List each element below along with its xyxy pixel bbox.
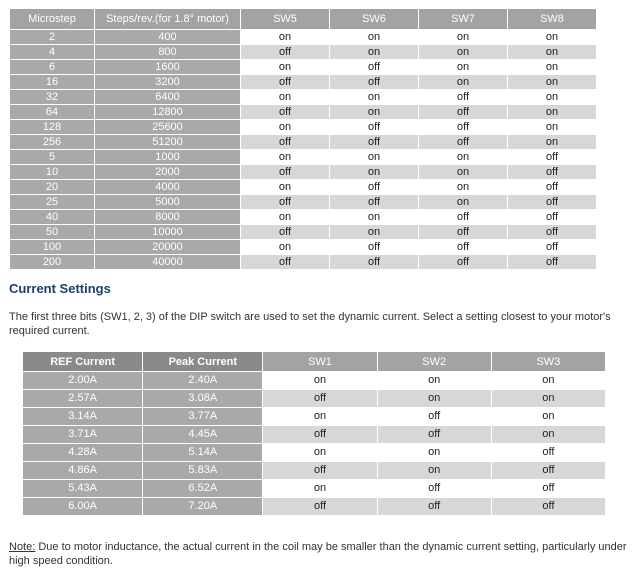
- sw6-cell: off: [330, 60, 418, 74]
- microstep-table-row: [10, 135, 596, 149]
- steps-per-rev-cell: 5000: [95, 195, 240, 209]
- current-table-row: [23, 498, 605, 515]
- sw5-cell: off: [241, 195, 329, 209]
- microstep-cell: 50: [10, 225, 94, 239]
- sw7-cell: on: [419, 150, 507, 164]
- sw7-cell: on: [419, 45, 507, 59]
- microstep-table-header: [10, 9, 596, 29]
- sw6-cell: on: [330, 165, 418, 179]
- peak-current-cell: 3.77A: [143, 408, 262, 425]
- note-text: Due to motor inductance, the actual current in the coil may be smaller than the dynamic current setting, particularly under high speed condition.: [9, 541, 627, 567]
- steps-per-rev-column-header: Steps/rev.(for 1.8° motor): [95, 9, 240, 29]
- microstep-table-row: [10, 195, 596, 209]
- current-table-row: [23, 462, 605, 479]
- sw7-cell: off: [419, 105, 507, 119]
- sw6-cell: off: [330, 75, 418, 89]
- sw1-cell: off: [263, 498, 376, 515]
- peak-current-cell: 7.20A: [143, 498, 262, 515]
- microstep-table-row: [10, 105, 596, 119]
- microstep-table-row: [10, 255, 596, 269]
- microstep-table-row: [10, 210, 596, 224]
- sw5-cell: on: [241, 210, 329, 224]
- microstep-cell: 20: [10, 180, 94, 194]
- microstep-cell: 100: [10, 240, 94, 254]
- sw7-cell: off: [419, 120, 507, 134]
- microstep-cell: 16: [10, 75, 94, 89]
- steps-per-rev-cell: 8000: [95, 210, 240, 224]
- current-settings-heading: Current Settings: [9, 281, 111, 296]
- sw7-cell: on: [419, 60, 507, 74]
- ref-current-cell: 3.14A: [23, 408, 142, 425]
- note: [9, 540, 627, 568]
- sw8-cell: off: [508, 210, 596, 224]
- steps-per-rev-cell: 40000: [95, 255, 240, 269]
- steps-per-rev-cell: 800: [95, 45, 240, 59]
- microstep-table-row: [10, 30, 596, 44]
- sw1-cell: on: [263, 372, 376, 389]
- sw6-cell: on: [330, 90, 418, 104]
- sw6-cell: on: [330, 210, 418, 224]
- microstep-table-row: [10, 60, 596, 74]
- sw2-cell: on: [378, 444, 491, 461]
- ref-current-cell: 2.57A: [23, 390, 142, 407]
- current-table-row: [23, 480, 605, 497]
- sw8-cell: on: [508, 90, 596, 104]
- sw7-cell: on: [419, 75, 507, 89]
- sw7-cell: on: [419, 195, 507, 209]
- sw6-column-header: SW6: [330, 9, 418, 29]
- microstep-cell: 200: [10, 255, 94, 269]
- sw5-cell: off: [241, 45, 329, 59]
- sw5-cell: on: [241, 90, 329, 104]
- current-table-row: [23, 372, 605, 389]
- sw5-cell: on: [241, 120, 329, 134]
- sw1-cell: on: [263, 480, 376, 497]
- sw6-cell: off: [330, 120, 418, 134]
- microstep-table-row: [10, 150, 596, 164]
- sw2-cell: off: [378, 480, 491, 497]
- microstep-cell: 64: [10, 105, 94, 119]
- sw3-cell: off: [492, 480, 605, 497]
- steps-per-rev-cell: 12800: [95, 105, 240, 119]
- microstep-cell: 128: [10, 120, 94, 134]
- current-table-row: [23, 390, 605, 407]
- sw1-cell: on: [263, 408, 376, 425]
- sw8-cell: on: [508, 60, 596, 74]
- sw5-cell: off: [241, 135, 329, 149]
- steps-per-rev-cell: 25600: [95, 120, 240, 134]
- sw5-cell: on: [241, 30, 329, 44]
- sw6-cell: off: [330, 180, 418, 194]
- microstep-table-row: [10, 180, 596, 194]
- sw5-cell: on: [241, 150, 329, 164]
- sw6-cell: off: [330, 255, 418, 269]
- current-table-body: [23, 372, 605, 515]
- sw8-cell: off: [508, 225, 596, 239]
- sw2-cell: on: [378, 372, 491, 389]
- microstep-cell: 25: [10, 195, 94, 209]
- current-table-header: [23, 352, 605, 371]
- current-table-row: [23, 408, 605, 425]
- sw2-column-header: SW2: [378, 352, 491, 371]
- sw7-cell: on: [419, 180, 507, 194]
- sw5-cell: off: [241, 75, 329, 89]
- microstep-table: [9, 8, 597, 270]
- sw7-column-header: SW7: [419, 9, 507, 29]
- sw2-cell: off: [378, 426, 491, 443]
- sw3-column-header: SW3: [492, 352, 605, 371]
- sw5-cell: on: [241, 180, 329, 194]
- peak-current-cell: 4.45A: [143, 426, 262, 443]
- sw3-cell: on: [492, 426, 605, 443]
- sw3-cell: off: [492, 444, 605, 461]
- sw5-column-header: SW5: [241, 9, 329, 29]
- note-label: Note:: [9, 541, 36, 553]
- sw8-cell: off: [508, 150, 596, 164]
- sw8-cell: on: [508, 30, 596, 44]
- steps-per-rev-cell: 1000: [95, 150, 240, 164]
- sw8-cell: off: [508, 180, 596, 194]
- sw8-cell: on: [508, 135, 596, 149]
- microstep-cell: 32: [10, 90, 94, 104]
- steps-per-rev-cell: 4000: [95, 180, 240, 194]
- peak-current-cell: 5.83A: [143, 462, 262, 479]
- sw8-cell: on: [508, 120, 596, 134]
- microstep-table-row: [10, 240, 596, 254]
- sw7-cell: off: [419, 135, 507, 149]
- sw2-cell: on: [378, 462, 491, 479]
- sw6-cell: on: [330, 105, 418, 119]
- microstep-cell: 256: [10, 135, 94, 149]
- sw6-cell: on: [330, 225, 418, 239]
- sw6-cell: off: [330, 195, 418, 209]
- current-settings-description: The first three bits (SW1, 2, 3) of the DIP switch are used to set the dynamic current. Select a setting closest to your motor's required current.: [9, 311, 611, 337]
- microstep-table-row: [10, 75, 596, 89]
- microstep-cell: 2: [10, 30, 94, 44]
- current-table-row: [23, 444, 605, 461]
- microstep-header-row: [10, 9, 596, 29]
- sw8-cell: on: [508, 75, 596, 89]
- steps-per-rev-cell: 3200: [95, 75, 240, 89]
- sw7-cell: off: [419, 225, 507, 239]
- sw7-cell: off: [419, 240, 507, 254]
- sw6-cell: on: [330, 45, 418, 59]
- sw6-cell: on: [330, 150, 418, 164]
- steps-per-rev-cell: 51200: [95, 135, 240, 149]
- sw6-cell: off: [330, 135, 418, 149]
- microstep-table-row: [10, 120, 596, 134]
- microstep-cell: 40: [10, 210, 94, 224]
- sw1-cell: off: [263, 462, 376, 479]
- peak-current-cell: 6.52A: [143, 480, 262, 497]
- sw5-cell: off: [241, 225, 329, 239]
- microstep-cell: 5: [10, 150, 94, 164]
- sw8-cell: off: [508, 165, 596, 179]
- sw2-cell: on: [378, 390, 491, 407]
- sw5-cell: off: [241, 105, 329, 119]
- sw3-cell: off: [492, 498, 605, 515]
- peak-current-cell: 3.08A: [143, 390, 262, 407]
- sw8-cell: on: [508, 105, 596, 119]
- current-table: [22, 351, 606, 516]
- sw1-cell: off: [263, 426, 376, 443]
- sw5-cell: off: [241, 165, 329, 179]
- sw1-cell: off: [263, 390, 376, 407]
- microstep-table-row: [10, 90, 596, 104]
- peak-current-cell: 5.14A: [143, 444, 262, 461]
- sw7-cell: off: [419, 255, 507, 269]
- current-header-row: [23, 352, 605, 371]
- sw1-column-header: SW1: [263, 352, 376, 371]
- sw7-cell: on: [419, 30, 507, 44]
- sw3-cell: off: [492, 462, 605, 479]
- steps-per-rev-cell: 400: [95, 30, 240, 44]
- steps-per-rev-cell: 2000: [95, 165, 240, 179]
- peak-current-column-header: Peak Current: [143, 352, 262, 371]
- sw8-cell: off: [508, 255, 596, 269]
- steps-per-rev-cell: 1600: [95, 60, 240, 74]
- sw8-cell: on: [508, 45, 596, 59]
- sw5-cell: off: [241, 255, 329, 269]
- ref-current-cell: 2.00A: [23, 372, 142, 389]
- peak-current-cell: 2.40A: [143, 372, 262, 389]
- sw2-cell: off: [378, 498, 491, 515]
- sw7-cell: off: [419, 210, 507, 224]
- sw6-cell: off: [330, 240, 418, 254]
- microstep-cell: 4: [10, 45, 94, 59]
- ref-current-cell: 6.00A: [23, 498, 142, 515]
- microstep-cell: 6: [10, 60, 94, 74]
- ref-current-cell: 3.71A: [23, 426, 142, 443]
- sw6-cell: on: [330, 30, 418, 44]
- microstep-table-row: [10, 225, 596, 239]
- sw8-cell: off: [508, 240, 596, 254]
- sw7-cell: off: [419, 90, 507, 104]
- sw5-cell: on: [241, 240, 329, 254]
- ref-current-cell: 4.86A: [23, 462, 142, 479]
- steps-per-rev-cell: 20000: [95, 240, 240, 254]
- sw3-cell: on: [492, 408, 605, 425]
- sw7-cell: on: [419, 165, 507, 179]
- steps-per-rev-cell: 6400: [95, 90, 240, 104]
- microstep-table-row: [10, 165, 596, 179]
- microstep-cell: 10: [10, 165, 94, 179]
- microstep-column-header: Microstep: [10, 9, 94, 29]
- sw8-cell: off: [508, 195, 596, 209]
- microstep-table-body: [10, 30, 596, 269]
- steps-per-rev-cell: 10000: [95, 225, 240, 239]
- sw5-cell: on: [241, 60, 329, 74]
- ref-current-cell: 5.43A: [23, 480, 142, 497]
- ref-current-column-header: REF Current: [23, 352, 142, 371]
- sw2-cell: off: [378, 408, 491, 425]
- ref-current-cell: 4.28A: [23, 444, 142, 461]
- microstep-table-row: [10, 45, 596, 59]
- current-table-row: [23, 426, 605, 443]
- sw3-cell: on: [492, 372, 605, 389]
- sw8-column-header: SW8: [508, 9, 596, 29]
- sw3-cell: on: [492, 390, 605, 407]
- sw1-cell: on: [263, 444, 376, 461]
